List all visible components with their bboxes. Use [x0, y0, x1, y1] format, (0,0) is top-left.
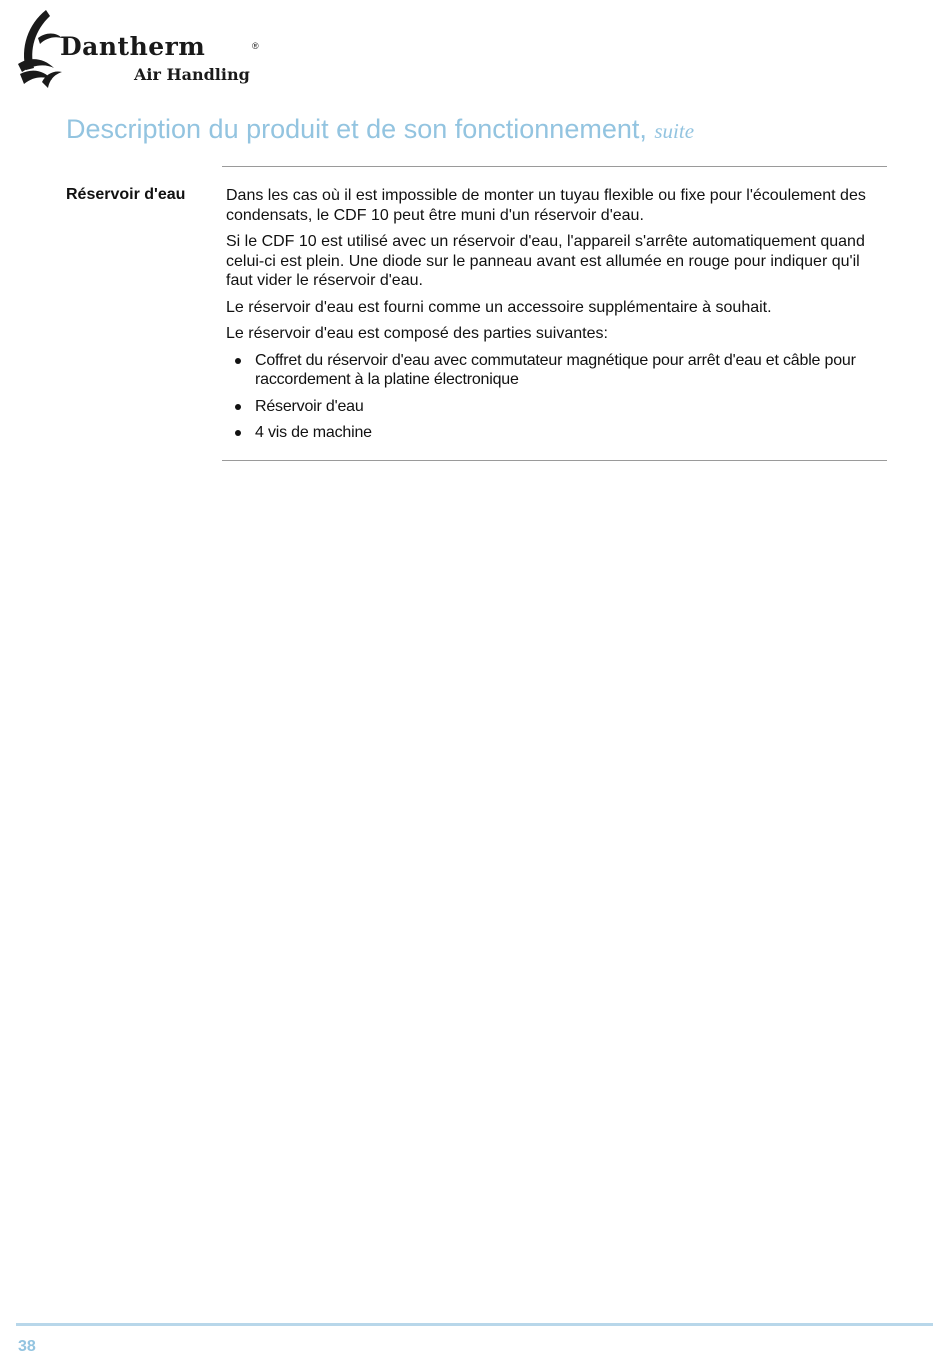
list-item-text: 4 vis de machine — [255, 424, 372, 441]
paragraph: Dans les cas où il est impossible de monter un tuyau flexible ou fixe pour l'écoulement des condensats, le CDF 10 peut être muni d'un réservoir d'eau. — [226, 187, 866, 224]
bullet-icon — [235, 358, 241, 364]
parts-list — [226, 351, 886, 443]
registered-mark: ® — [252, 41, 259, 51]
paragraph: Le réservoir d'eau est fourni comme un accessoire supplémentaire à souhait. — [226, 298, 772, 316]
paragraph: Le réservoir d'eau est composé des parties suivantes: — [226, 325, 608, 342]
page-title-suffix: suite — [654, 119, 695, 143]
bullet-icon — [235, 404, 241, 410]
dantherm-logo — [16, 8, 266, 90]
bullet-icon — [235, 430, 241, 436]
logo-subtitle: Air Handling — [134, 65, 250, 84]
list-item — [226, 397, 886, 417]
page-title — [66, 113, 694, 145]
footer-divider — [16, 1323, 933, 1326]
section-label: Réservoir d'eau — [66, 186, 186, 203]
paragraph: Si le CDF 10 est utilisé avec un réservoir d'eau, l'appareil s'arrête automatiquement quand celui-ci est plein. Une diode sur le panneau avant est allumée en rouge pour indiquer qu'il faut vider le réservoir d'eau. — [226, 233, 865, 289]
section-bottom-divider — [222, 460, 887, 461]
list-item-text: Réservoir d'eau — [255, 397, 364, 415]
logo-wordmark: Dantherm — [60, 32, 206, 61]
page-title-main: Description du produit et de son fonctionnement, — [66, 114, 647, 144]
list-item — [226, 423, 886, 443]
list-item — [226, 351, 886, 390]
section-content — [226, 186, 886, 450]
section-top-divider — [222, 166, 887, 167]
page-number: 38 — [18, 1338, 36, 1355]
list-item-text: Coffret du réservoir d'eau avec commutateur magnétique pour arrêt d'eau et câble pour raccordement à la platine électronique — [255, 351, 856, 388]
